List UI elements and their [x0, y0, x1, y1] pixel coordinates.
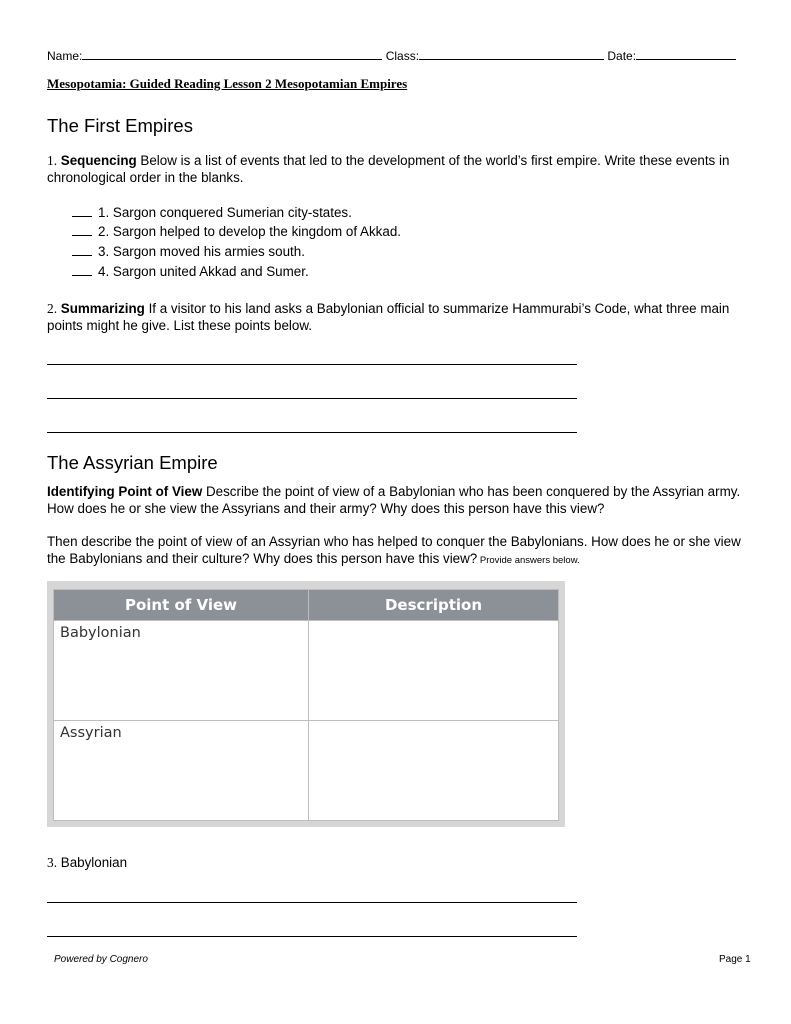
question-skill-label: Summarizing [60, 301, 145, 316]
date-label: Date: [607, 49, 637, 63]
list-item [72, 244, 305, 259]
name-label: Name: [47, 49, 83, 63]
description-cell[interactable] [309, 621, 559, 721]
table-row [54, 621, 559, 721]
row-label-babylonian: Babylonian [54, 621, 309, 721]
list-item [72, 264, 309, 279]
event-text: 2. Sargon helped to develop the kingdom of Akkad. [98, 224, 401, 239]
question-text: Describe the point of view of a Babylonian who has been conquered by the Assyrian army. How does he or she view the Assyrians and their army? Why does this person have this view? [47, 484, 741, 516]
worksheet-subtitle: Mesopotamia: Guided Reading Lesson 2 Mesopotamian Empires [47, 76, 408, 91]
question-3 [47, 854, 127, 871]
class-field[interactable] [419, 47, 604, 60]
event-text: 4. Sargon united Akkad and Sumer. [98, 264, 309, 279]
question-skill-label: Identifying Point of View [47, 484, 203, 499]
point-of-view-prompt [47, 483, 747, 517]
section-title-assyrian-empire: The Assyrian Empire [47, 452, 218, 473]
table-row [54, 721, 559, 821]
section-title-first-empires: The First Empires [47, 115, 193, 136]
date-field[interactable] [636, 47, 736, 60]
footer-page-number: Page 1 [719, 954, 751, 965]
question-text: Babylonian [57, 855, 128, 870]
list-item [72, 205, 352, 220]
answer-blank[interactable] [72, 206, 92, 217]
point-of-view-prompt-2 [47, 533, 747, 569]
list-item [72, 224, 401, 239]
table-header-point-of-view: Point of View [54, 590, 309, 621]
question-skill-label: Sequencing [60, 153, 137, 168]
question-number: 3. [47, 855, 58, 870]
point-of-view-table-frame [47, 581, 565, 827]
question-1 [47, 152, 747, 186]
question-2 [47, 300, 747, 334]
answer-blank[interactable] [72, 225, 92, 236]
answer-line[interactable] [47, 398, 577, 399]
answer-blank[interactable] [72, 265, 92, 276]
question-text: If a visitor to his land asks a Babylonian official to summarize Hammurabi’s Code, what three main points might he give. List these points below. [47, 301, 730, 333]
footer-powered-by: Powered by Cognero [54, 954, 148, 965]
question-number: 2. [47, 301, 58, 316]
question-text: Then describe the point of view of an Assyrian who has helped to conquer the Babylonians. How does he or she view the Babylonians and their culture? Why does this person have this view? [47, 534, 741, 566]
description-cell[interactable] [309, 721, 559, 821]
answer-line[interactable] [47, 936, 577, 937]
answer-blank[interactable] [72, 245, 92, 256]
question-text: Below is a list of events that led to the development of the world’s first empire. Write these events in chronological order in the blanks. [47, 153, 730, 185]
point-of-view-table [53, 589, 559, 821]
answer-line[interactable] [47, 364, 577, 365]
row-label-assyrian: Assyrian [54, 721, 309, 821]
answer-line[interactable] [47, 432, 577, 433]
student-info-line [47, 47, 747, 63]
table-header-description: Description [309, 590, 559, 621]
question-number: 1. [47, 153, 58, 168]
answer-line[interactable] [47, 902, 577, 903]
event-text: 3. Sargon moved his armies south. [98, 244, 305, 259]
event-text: 1. Sargon conquered Sumerian city-states. [98, 205, 352, 220]
class-label: Class: [385, 49, 420, 63]
name-field[interactable] [82, 47, 382, 60]
instruction-note: Provide answers below. [477, 555, 580, 566]
